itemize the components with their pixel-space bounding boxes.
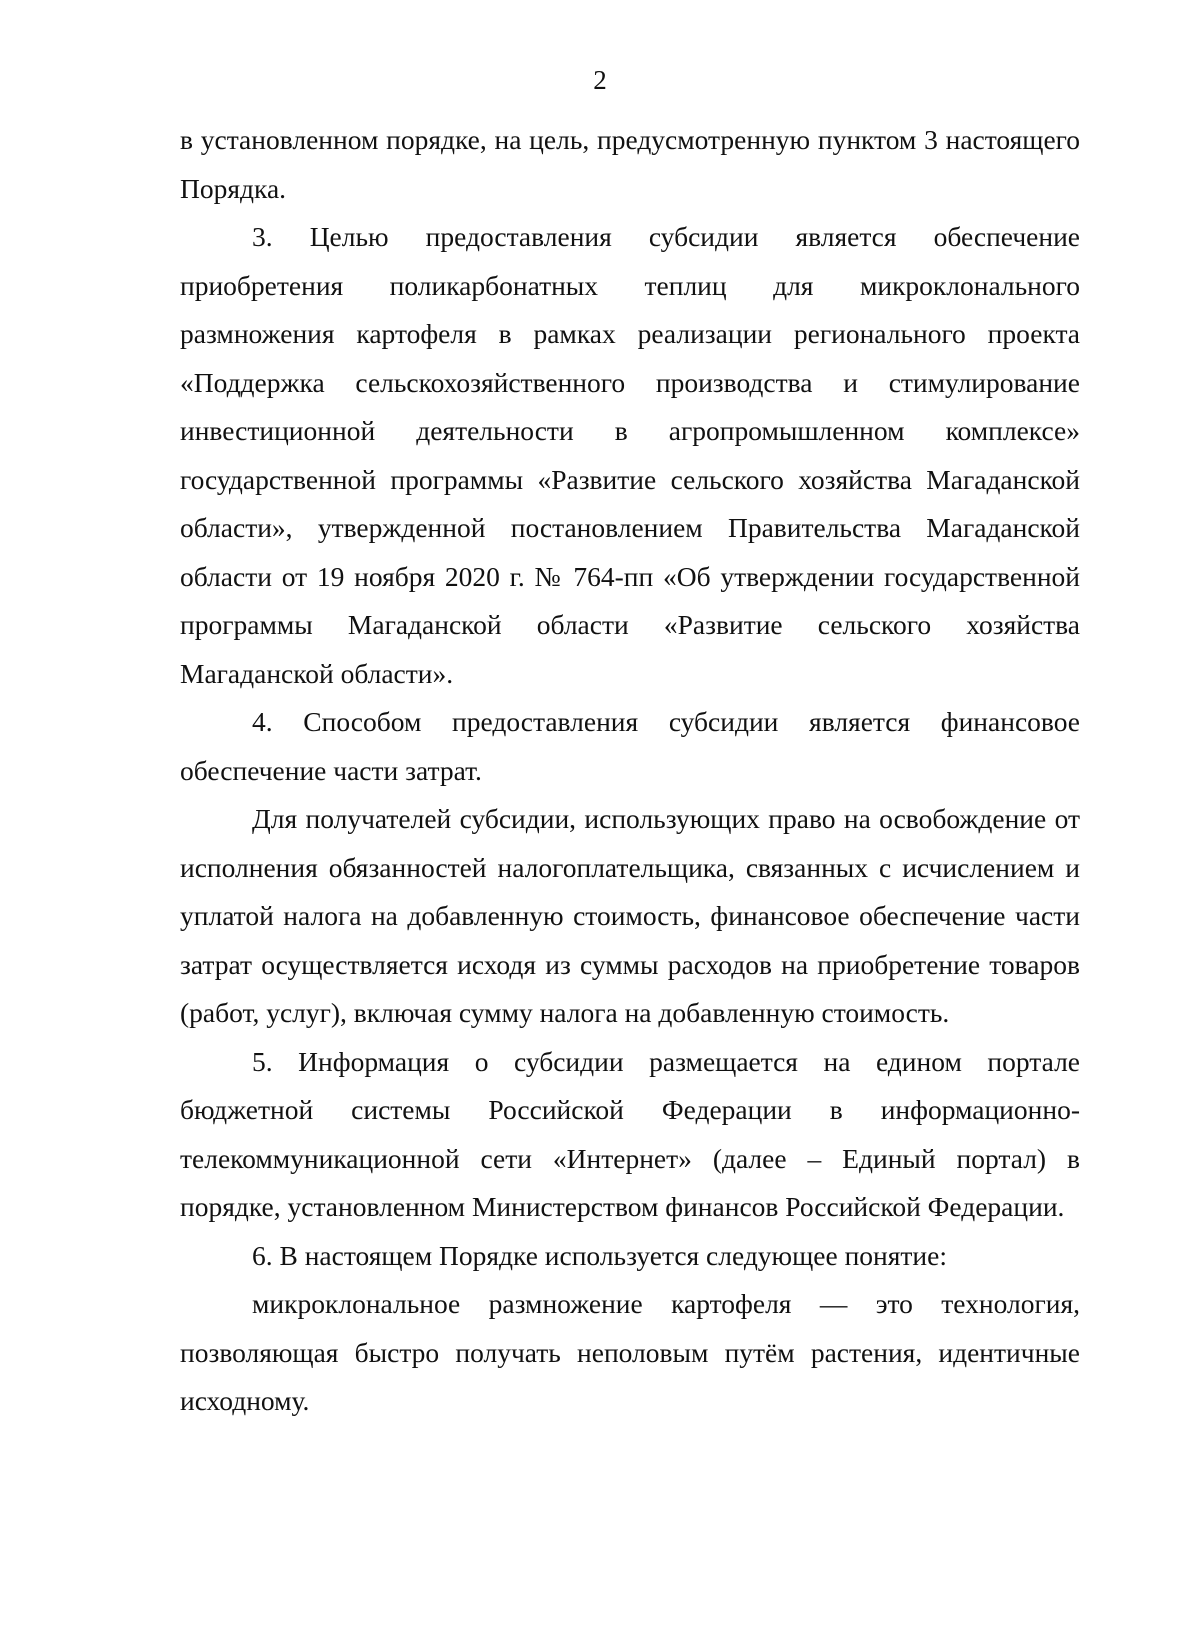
paragraph-item-5: 5. Информация о субсидии размещается на едином портале бюджетной системы Российской Федерации в информационно-телекоммуникационной сети «Интернет» (далее – Единый портал) в порядке, установленном Министерством финансов Российской Федерации. xyxy=(180,1045,1080,1222)
paragraph-item-3: 3. Целью предоставления субсидии является обеспечение приобретения поликарбонатных теплиц для микроклонального размножения картофеля в рамках реализации регионального проекта «Поддержка сельскохозяйственного производства и стимулирование инвестиционной деятельности в агропромышленном комплексе» государственной программы «Развитие сельского хозяйства Магаданской области», утвержденной постановлением Правительства Магаданской области от 19 ноября 2020 г. № 764-пп «Об утверждении государственной программы Магаданской области «Развитие сельского хозяйства Магаданской области». xyxy=(180,221,1080,689)
paragraph-continuation: в установленном порядке, на цель, предусмотренную пунктом 3 настоящего Порядка. xyxy=(180,124,1080,204)
paragraph-tax-note: Для получателей субсидии, использующих право на освобождение от исполнения обязанностей налогоплательщика, связанных с исчислением и уплатой налога на добавленную стоимость, финансовое обеспечение части затрат осуществляется исходя из суммы расходов на приобретение товаров (работ, услуг), включая сумму налога на добавленную стоимость. xyxy=(180,803,1080,1028)
document-body xyxy=(180,116,1080,1426)
page-number: 2 xyxy=(593,65,607,95)
paragraph-definition: микроклональное размножение картофеля — это технология, позволяющая быстро получать неполовым путём растения, идентичные исходному. xyxy=(180,1288,1080,1416)
paragraph-item-4: 4. Способом предоставления субсидии является финансовое обеспечение части затрат. xyxy=(180,706,1080,786)
paragraph-item-6: 6. В настоящем Порядке используется следующее понятие: xyxy=(252,1239,947,1271)
